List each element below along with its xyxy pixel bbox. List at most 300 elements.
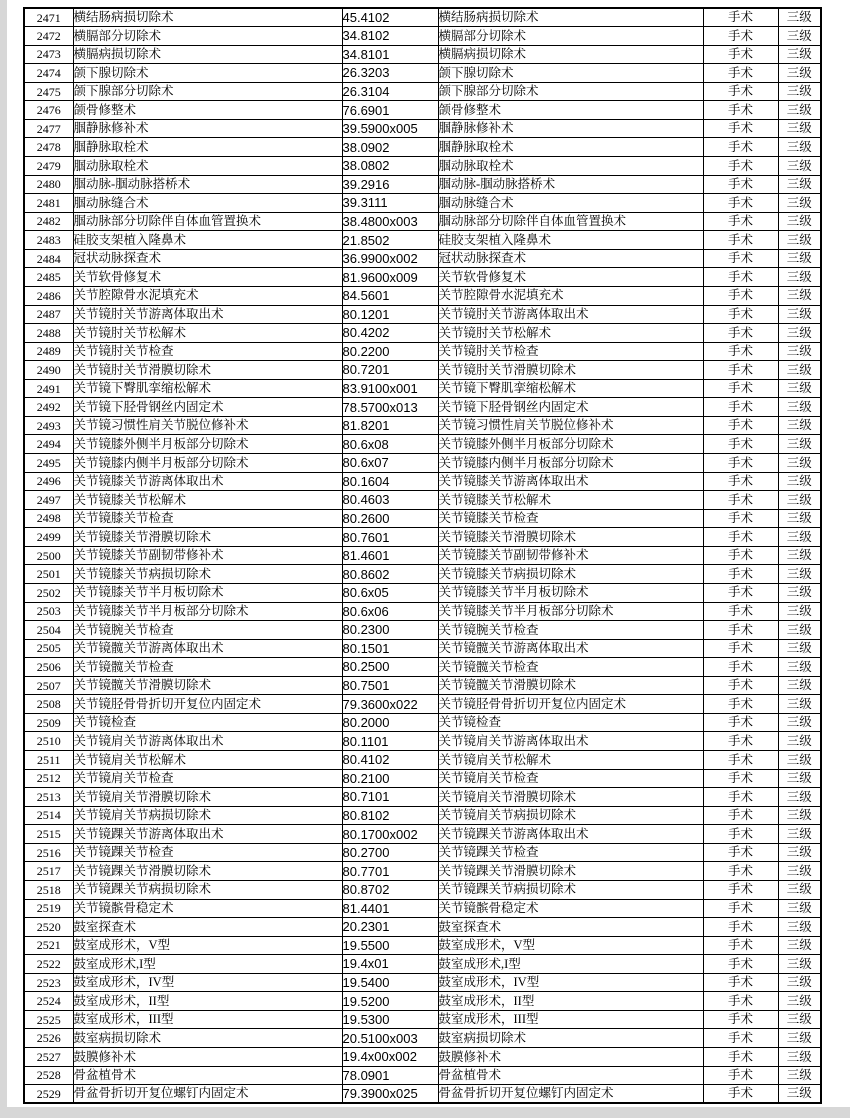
category-label: 手术 bbox=[703, 119, 778, 138]
row-number: 2516 bbox=[24, 843, 73, 862]
row-number: 2513 bbox=[24, 788, 73, 807]
row-number: 2503 bbox=[24, 602, 73, 621]
procedure-name-repeat: 关节镜膝关节松解术 bbox=[438, 491, 703, 510]
row-number: 2485 bbox=[24, 268, 73, 287]
level-label: 三级 bbox=[778, 806, 821, 825]
procedure-name: 冠状动脉探查术 bbox=[73, 249, 342, 268]
procedure-name-repeat: 硅胶支架植入隆鼻术 bbox=[438, 231, 703, 250]
procedure-name-repeat: 关节镜膝外侧半月板部分切除术 bbox=[438, 435, 703, 454]
table-row bbox=[24, 1010, 821, 1029]
row-number: 2476 bbox=[24, 101, 73, 120]
procedure-name: 关节镜肩关节滑膜切除术 bbox=[73, 788, 342, 807]
procedure-name-repeat: 颌下腺切除术 bbox=[438, 64, 703, 83]
category-label: 手术 bbox=[703, 454, 778, 473]
table-row bbox=[24, 992, 821, 1011]
procedure-code: 80.2000 bbox=[342, 713, 438, 732]
row-number: 2494 bbox=[24, 435, 73, 454]
procedure-code: 36.9900x002 bbox=[342, 249, 438, 268]
procedure-name: 硅胶支架植入隆鼻术 bbox=[73, 231, 342, 250]
procedure-name: 鼓室成形术，V型 bbox=[73, 936, 342, 955]
level-label: 三级 bbox=[778, 1010, 821, 1029]
category-label: 手术 bbox=[703, 732, 778, 751]
procedure-name-repeat: 关节镜腕关节检查 bbox=[438, 621, 703, 640]
procedure-name-repeat: 冠状动脉探查术 bbox=[438, 249, 703, 268]
table-row bbox=[24, 1048, 821, 1067]
category-label: 手术 bbox=[703, 936, 778, 955]
category-label: 手术 bbox=[703, 101, 778, 120]
procedure-code: 79.3600x022 bbox=[342, 695, 438, 714]
level-label: 三级 bbox=[778, 379, 821, 398]
level-label: 三级 bbox=[778, 639, 821, 658]
procedure-name: 鼓膜修补术 bbox=[73, 1048, 342, 1067]
procedure-name-repeat: 鼓膜修补术 bbox=[438, 1048, 703, 1067]
level-label: 三级 bbox=[778, 64, 821, 83]
procedure-code: 20.5100x003 bbox=[342, 1029, 438, 1048]
row-number: 2471 bbox=[24, 8, 73, 27]
procedure-name: 关节镜髋关节检查 bbox=[73, 658, 342, 677]
table-row bbox=[24, 825, 821, 844]
procedure-name: 关节软骨修复术 bbox=[73, 268, 342, 287]
procedure-name-repeat: 关节镜肘关节松解术 bbox=[438, 324, 703, 343]
procedure-name-repeat: 鼓室病损切除术 bbox=[438, 1029, 703, 1048]
level-label: 三级 bbox=[778, 82, 821, 101]
procedure-name-repeat: 腘静脉修补术 bbox=[438, 119, 703, 138]
table-row bbox=[24, 101, 821, 120]
procedure-name: 关节镜肩关节游离体取出术 bbox=[73, 732, 342, 751]
category-label: 手术 bbox=[703, 602, 778, 621]
row-number: 2487 bbox=[24, 305, 73, 324]
table-row bbox=[24, 119, 821, 138]
table-row bbox=[24, 602, 821, 621]
procedure-name: 关节镜膝关节副韧带修补术 bbox=[73, 546, 342, 565]
row-number: 2519 bbox=[24, 899, 73, 918]
category-label: 手术 bbox=[703, 342, 778, 361]
level-label: 三级 bbox=[778, 119, 821, 138]
row-number: 2493 bbox=[24, 416, 73, 435]
procedure-name-repeat: 鼓室成形术，III型 bbox=[438, 1010, 703, 1029]
table-row bbox=[24, 583, 821, 602]
procedure-name: 关节镜膝外侧半月板部分切除术 bbox=[73, 435, 342, 454]
procedure-name-repeat: 腘动脉部分切除伴自体血管置换术 bbox=[438, 212, 703, 231]
procedure-name-repeat: 腘动脉取栓术 bbox=[438, 157, 703, 176]
procedure-code: 19.5400 bbox=[342, 973, 438, 992]
category-label: 手术 bbox=[703, 1010, 778, 1029]
level-label: 三级 bbox=[778, 212, 821, 231]
procedure-name: 鼓室成形术，II型 bbox=[73, 992, 342, 1011]
procedure-code: 81.4601 bbox=[342, 546, 438, 565]
procedure-name: 关节镜髋关节滑膜切除术 bbox=[73, 676, 342, 695]
level-label: 三级 bbox=[778, 973, 821, 992]
row-number: 2512 bbox=[24, 769, 73, 788]
category-label: 手术 bbox=[703, 973, 778, 992]
procedure-name: 横膈病损切除术 bbox=[73, 45, 342, 64]
procedure-name-repeat: 横膈部分切除术 bbox=[438, 27, 703, 46]
table-row bbox=[24, 1085, 821, 1104]
procedure-code: 34.8102 bbox=[342, 27, 438, 46]
category-label: 手术 bbox=[703, 8, 778, 27]
table-row bbox=[24, 918, 821, 937]
procedure-name: 关节镜习惯性肩关节脱位修补术 bbox=[73, 416, 342, 435]
table-row bbox=[24, 491, 821, 510]
row-number: 2505 bbox=[24, 639, 73, 658]
table-row bbox=[24, 751, 821, 770]
category-label: 手术 bbox=[703, 231, 778, 250]
level-label: 三级 bbox=[778, 1085, 821, 1104]
category-label: 手术 bbox=[703, 695, 778, 714]
level-label: 三级 bbox=[778, 472, 821, 491]
level-label: 三级 bbox=[778, 602, 821, 621]
procedure-name: 腘动脉-腘动脉搭桥术 bbox=[73, 175, 342, 194]
procedure-name: 腘动脉缝合术 bbox=[73, 194, 342, 213]
level-label: 三级 bbox=[778, 788, 821, 807]
row-number: 2473 bbox=[24, 45, 73, 64]
row-number: 2524 bbox=[24, 992, 73, 1011]
procedure-name-repeat: 关节镜肩关节滑膜切除术 bbox=[438, 788, 703, 807]
procedure-name-repeat: 关节镜肩关节游离体取出术 bbox=[438, 732, 703, 751]
category-label: 手术 bbox=[703, 157, 778, 176]
row-number: 2521 bbox=[24, 936, 73, 955]
procedure-name: 关节镜膝关节半月板切除术 bbox=[73, 583, 342, 602]
procedure-name-repeat: 鼓室探查术 bbox=[438, 918, 703, 937]
table-row bbox=[24, 231, 821, 250]
procedure-name: 关节镜肩关节病损切除术 bbox=[73, 806, 342, 825]
table-row bbox=[24, 509, 821, 528]
table-row bbox=[24, 936, 821, 955]
row-number: 2495 bbox=[24, 454, 73, 473]
procedure-name-repeat: 关节软骨修复术 bbox=[438, 268, 703, 287]
procedure-name: 横结肠病损切除术 bbox=[73, 8, 342, 27]
procedure-name-repeat: 关节镜肘关节游离体取出术 bbox=[438, 305, 703, 324]
procedure-code: 45.4102 bbox=[342, 8, 438, 27]
procedure-code: 83.9100x001 bbox=[342, 379, 438, 398]
procedure-name-repeat: 鼓室成形术,I型 bbox=[438, 955, 703, 974]
row-number: 2497 bbox=[24, 491, 73, 510]
category-label: 手术 bbox=[703, 751, 778, 770]
category-label: 手术 bbox=[703, 435, 778, 454]
category-label: 手术 bbox=[703, 398, 778, 417]
procedure-code: 80.7501 bbox=[342, 676, 438, 695]
procedure-code: 21.8502 bbox=[342, 231, 438, 250]
row-number: 2475 bbox=[24, 82, 73, 101]
row-number: 2520 bbox=[24, 918, 73, 937]
procedure-name: 腘静脉取栓术 bbox=[73, 138, 342, 157]
category-label: 手术 bbox=[703, 1029, 778, 1048]
level-label: 三级 bbox=[778, 862, 821, 881]
level-label: 三级 bbox=[778, 658, 821, 677]
row-number: 2483 bbox=[24, 231, 73, 250]
row-number: 2488 bbox=[24, 324, 73, 343]
table-row bbox=[24, 899, 821, 918]
procedure-name: 关节镜肘关节检查 bbox=[73, 342, 342, 361]
procedure-name: 骨盆骨折切开复位螺钉内固定术 bbox=[73, 1085, 342, 1104]
procedure-code: 19.5300 bbox=[342, 1010, 438, 1029]
procedure-code: 38.0902 bbox=[342, 138, 438, 157]
row-number: 2479 bbox=[24, 157, 73, 176]
table-row bbox=[24, 843, 821, 862]
table-row bbox=[24, 194, 821, 213]
procedure-code: 78.5700x013 bbox=[342, 398, 438, 417]
procedure-name-repeat: 关节镜下臀肌挛缩松解术 bbox=[438, 379, 703, 398]
procedure-name-repeat: 关节镜肘关节滑膜切除术 bbox=[438, 361, 703, 380]
procedure-name: 关节镜膝关节半月板部分切除术 bbox=[73, 602, 342, 621]
procedure-name-repeat: 关节镜膝关节病损切除术 bbox=[438, 565, 703, 584]
procedure-code: 81.8201 bbox=[342, 416, 438, 435]
level-label: 三级 bbox=[778, 936, 821, 955]
level-label: 三级 bbox=[778, 713, 821, 732]
category-label: 手术 bbox=[703, 1066, 778, 1085]
procedure-code: 80.4102 bbox=[342, 751, 438, 770]
procedure-code: 81.4401 bbox=[342, 899, 438, 918]
row-number: 2526 bbox=[24, 1029, 73, 1048]
procedure-name: 关节镜肩关节检查 bbox=[73, 769, 342, 788]
level-label: 三级 bbox=[778, 992, 821, 1011]
table-row bbox=[24, 454, 821, 473]
procedure-code: 19.4x00x002 bbox=[342, 1048, 438, 1067]
row-number: 2510 bbox=[24, 732, 73, 751]
row-number: 2508 bbox=[24, 695, 73, 714]
procedure-name: 关节镜下胫骨钢丝内固定术 bbox=[73, 398, 342, 417]
procedure-name: 关节镜肘关节松解术 bbox=[73, 324, 342, 343]
level-label: 三级 bbox=[778, 899, 821, 918]
procedure-code: 78.0901 bbox=[342, 1066, 438, 1085]
row-number: 2504 bbox=[24, 621, 73, 640]
procedure-code: 79.3900x025 bbox=[342, 1085, 438, 1104]
procedure-name: 关节镜膝关节病损切除术 bbox=[73, 565, 342, 584]
table-row bbox=[24, 973, 821, 992]
procedure-code: 80.7701 bbox=[342, 862, 438, 881]
table-row bbox=[24, 880, 821, 899]
level-label: 三级 bbox=[778, 45, 821, 64]
row-number: 2486 bbox=[24, 286, 73, 305]
level-label: 三级 bbox=[778, 509, 821, 528]
row-number: 2511 bbox=[24, 751, 73, 770]
row-number: 2474 bbox=[24, 64, 73, 83]
table-row bbox=[24, 806, 821, 825]
category-label: 手术 bbox=[703, 639, 778, 658]
table-row bbox=[24, 1029, 821, 1048]
row-number: 2472 bbox=[24, 27, 73, 46]
category-label: 手术 bbox=[703, 918, 778, 937]
procedure-name: 颌下腺部分切除术 bbox=[73, 82, 342, 101]
category-label: 手术 bbox=[703, 509, 778, 528]
row-number: 2517 bbox=[24, 862, 73, 881]
category-label: 手术 bbox=[703, 194, 778, 213]
procedure-name: 鼓室成形术,I型 bbox=[73, 955, 342, 974]
procedure-code: 81.9600x009 bbox=[342, 268, 438, 287]
category-label: 手术 bbox=[703, 546, 778, 565]
category-label: 手术 bbox=[703, 658, 778, 677]
table-row bbox=[24, 713, 821, 732]
procedure-name-repeat: 颌下腺部分切除术 bbox=[438, 82, 703, 101]
category-label: 手术 bbox=[703, 379, 778, 398]
procedure-name: 关节镜膝关节游离体取出术 bbox=[73, 472, 342, 491]
procedure-name-repeat: 关节镜肘关节检查 bbox=[438, 342, 703, 361]
row-number: 2515 bbox=[24, 825, 73, 844]
row-number: 2489 bbox=[24, 342, 73, 361]
procedure-code: 26.3104 bbox=[342, 82, 438, 101]
procedure-name: 骨盆植骨术 bbox=[73, 1066, 342, 1085]
procedure-name: 颌骨修整术 bbox=[73, 101, 342, 120]
category-label: 手术 bbox=[703, 249, 778, 268]
level-label: 三级 bbox=[778, 27, 821, 46]
row-number: 2492 bbox=[24, 398, 73, 417]
table-row bbox=[24, 862, 821, 881]
procedure-code: 80.7201 bbox=[342, 361, 438, 380]
row-number: 2498 bbox=[24, 509, 73, 528]
table-row bbox=[24, 528, 821, 547]
procedure-name: 关节镜肘关节滑膜切除术 bbox=[73, 361, 342, 380]
procedure-code: 80.7101 bbox=[342, 788, 438, 807]
procedure-name: 关节镜髌骨稳定术 bbox=[73, 899, 342, 918]
row-number: 2507 bbox=[24, 676, 73, 695]
table-row bbox=[24, 472, 821, 491]
procedure-code: 80.2100 bbox=[342, 769, 438, 788]
row-number: 2500 bbox=[24, 546, 73, 565]
table-row bbox=[24, 1066, 821, 1085]
procedure-name: 关节镜膝内侧半月板部分切除术 bbox=[73, 454, 342, 473]
level-label: 三级 bbox=[778, 342, 821, 361]
procedure-name: 关节镜踝关节病损切除术 bbox=[73, 880, 342, 899]
row-number: 2518 bbox=[24, 880, 73, 899]
table-row bbox=[24, 639, 821, 658]
procedure-name: 颌下腺切除术 bbox=[73, 64, 342, 83]
category-label: 手术 bbox=[703, 880, 778, 899]
table-row bbox=[24, 249, 821, 268]
procedure-name-repeat: 关节镜髋关节滑膜切除术 bbox=[438, 676, 703, 695]
procedure-code: 38.4800x003 bbox=[342, 212, 438, 231]
procedure-code: 34.8101 bbox=[342, 45, 438, 64]
procedure-code: 80.1201 bbox=[342, 305, 438, 324]
category-label: 手术 bbox=[703, 825, 778, 844]
procedure-name: 鼓室病损切除术 bbox=[73, 1029, 342, 1048]
table-row bbox=[24, 546, 821, 565]
table-row bbox=[24, 157, 821, 176]
category-label: 手术 bbox=[703, 212, 778, 231]
level-label: 三级 bbox=[778, 769, 821, 788]
viewer-gutter-bottom bbox=[0, 1107, 850, 1118]
category-label: 手术 bbox=[703, 676, 778, 695]
procedure-name-repeat: 关节镜膝关节半月板切除术 bbox=[438, 583, 703, 602]
category-label: 手术 bbox=[703, 843, 778, 862]
procedure-name: 关节镜髋关节游离体取出术 bbox=[73, 639, 342, 658]
level-label: 三级 bbox=[778, 268, 821, 287]
table-row bbox=[24, 305, 821, 324]
level-label: 三级 bbox=[778, 825, 821, 844]
procedure-code: 80.2200 bbox=[342, 342, 438, 361]
table-row bbox=[24, 324, 821, 343]
level-label: 三级 bbox=[778, 286, 821, 305]
procedure-name-repeat: 关节镜下胫骨钢丝内固定术 bbox=[438, 398, 703, 417]
procedure-code: 39.2916 bbox=[342, 175, 438, 194]
procedure-code: 80.2500 bbox=[342, 658, 438, 677]
level-label: 三级 bbox=[778, 1066, 821, 1085]
table-row bbox=[24, 788, 821, 807]
procedure-code: 80.1101 bbox=[342, 732, 438, 751]
procedure-code: 38.0802 bbox=[342, 157, 438, 176]
procedure-name: 关节镜膝关节滑膜切除术 bbox=[73, 528, 342, 547]
level-label: 三级 bbox=[778, 546, 821, 565]
level-label: 三级 bbox=[778, 138, 821, 157]
procedure-code: 39.5900x005 bbox=[342, 119, 438, 138]
level-label: 三级 bbox=[778, 621, 821, 640]
category-label: 手术 bbox=[703, 324, 778, 343]
table-row bbox=[24, 621, 821, 640]
table-row bbox=[24, 955, 821, 974]
level-label: 三级 bbox=[778, 231, 821, 250]
level-label: 三级 bbox=[778, 955, 821, 974]
table-row bbox=[24, 175, 821, 194]
procedure-table-body bbox=[24, 8, 821, 1103]
procedure-name: 关节镜检查 bbox=[73, 713, 342, 732]
level-label: 三级 bbox=[778, 194, 821, 213]
level-label: 三级 bbox=[778, 305, 821, 324]
procedure-name: 关节镜膝关节松解术 bbox=[73, 491, 342, 510]
level-label: 三级 bbox=[778, 324, 821, 343]
category-label: 手术 bbox=[703, 64, 778, 83]
category-label: 手术 bbox=[703, 361, 778, 380]
level-label: 三级 bbox=[778, 1048, 821, 1067]
row-number: 2491 bbox=[24, 379, 73, 398]
category-label: 手术 bbox=[703, 899, 778, 918]
row-number: 2528 bbox=[24, 1066, 73, 1085]
procedure-code: 76.6901 bbox=[342, 101, 438, 120]
level-label: 三级 bbox=[778, 918, 821, 937]
row-number: 2501 bbox=[24, 565, 73, 584]
procedure-code: 80.1700x002 bbox=[342, 825, 438, 844]
category-label: 手术 bbox=[703, 27, 778, 46]
row-number: 2482 bbox=[24, 212, 73, 231]
row-number: 2478 bbox=[24, 138, 73, 157]
level-label: 三级 bbox=[778, 175, 821, 194]
level-label: 三级 bbox=[778, 880, 821, 899]
level-label: 三级 bbox=[778, 565, 821, 584]
category-label: 手术 bbox=[703, 82, 778, 101]
procedure-name-repeat: 腘动脉-腘动脉搭桥术 bbox=[438, 175, 703, 194]
category-label: 手术 bbox=[703, 806, 778, 825]
level-label: 三级 bbox=[778, 751, 821, 770]
row-number: 2527 bbox=[24, 1048, 73, 1067]
procedure-code: 19.5500 bbox=[342, 936, 438, 955]
procedure-code: 80.4202 bbox=[342, 324, 438, 343]
procedure-name-repeat: 关节镜髋关节游离体取出术 bbox=[438, 639, 703, 658]
procedure-code: 19.5200 bbox=[342, 992, 438, 1011]
procedure-name-repeat: 关节镜踝关节病损切除术 bbox=[438, 880, 703, 899]
level-label: 三级 bbox=[778, 8, 821, 27]
procedure-name-repeat: 关节镜膝关节游离体取出术 bbox=[438, 472, 703, 491]
procedure-name: 关节镜肘关节游离体取出术 bbox=[73, 305, 342, 324]
procedure-name-repeat: 关节镜膝关节副韧带修补术 bbox=[438, 546, 703, 565]
procedure-name-repeat: 关节镜检查 bbox=[438, 713, 703, 732]
category-label: 手术 bbox=[703, 268, 778, 287]
procedure-name: 关节镜踝关节滑膜切除术 bbox=[73, 862, 342, 881]
level-label: 三级 bbox=[778, 491, 821, 510]
category-label: 手术 bbox=[703, 138, 778, 157]
procedure-name-repeat: 关节镜肩关节病损切除术 bbox=[438, 806, 703, 825]
category-label: 手术 bbox=[703, 416, 778, 435]
procedure-code: 80.7601 bbox=[342, 528, 438, 547]
procedure-name-repeat: 关节镜膝关节滑膜切除术 bbox=[438, 528, 703, 547]
procedure-name: 关节镜踝关节检查 bbox=[73, 843, 342, 862]
procedure-name: 鼓室探查术 bbox=[73, 918, 342, 937]
procedure-name: 鼓室成形术，III型 bbox=[73, 1010, 342, 1029]
procedure-code: 80.8702 bbox=[342, 880, 438, 899]
row-number: 2506 bbox=[24, 658, 73, 677]
level-label: 三级 bbox=[778, 695, 821, 714]
table-row bbox=[24, 695, 821, 714]
table-row bbox=[24, 658, 821, 677]
category-label: 手术 bbox=[703, 175, 778, 194]
viewer-gutter-left bbox=[0, 0, 7, 1118]
